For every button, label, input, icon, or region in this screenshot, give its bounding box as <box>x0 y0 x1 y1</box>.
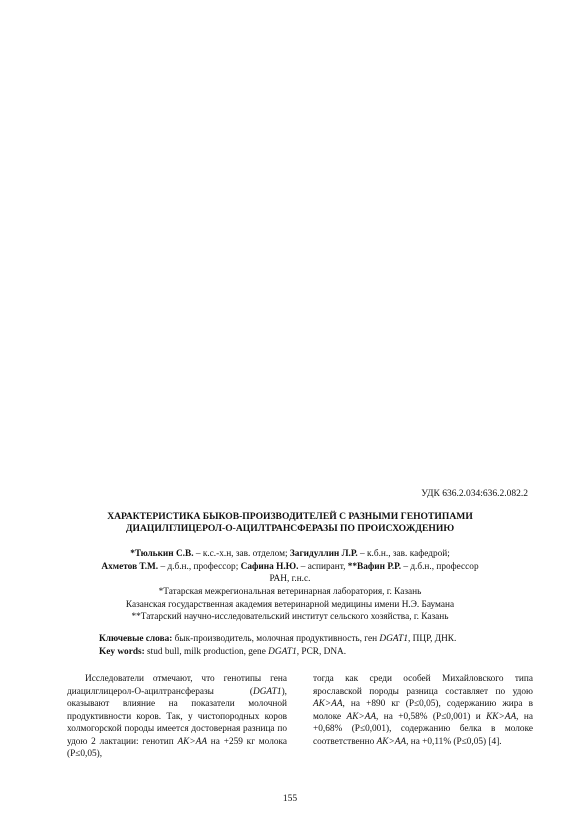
body-text: тогда как среди особей Михайловского типа ярославской породы разница составляет по удою <box>313 674 533 697</box>
body-text: , на +0,11% (P≤0,05) [4]. <box>406 736 502 747</box>
affiliations <box>56 586 524 624</box>
body-text: Исследователи отмечают, что генотипы гена диацилглицерол-О-ацилтрансферазы ( <box>67 674 287 697</box>
author-list <box>56 548 524 586</box>
keywords-block <box>99 633 529 658</box>
genotype: AK>AA <box>346 711 377 722</box>
genotype: AK>AA <box>177 736 208 747</box>
genotype: AK>AA <box>313 699 343 709</box>
keywords-text: , PCR, DNA. <box>296 646 347 657</box>
keywords-text: бык-производитель, молочная продуктивность, ген <box>172 634 380 644</box>
author-role: – аспирант, <box>298 561 348 572</box>
author-name: *Тюлькин С.В. <box>130 549 194 559</box>
genotype: KK>AA <box>486 711 517 722</box>
body-text: , на +890 кг (P≤0,05), содержанию жира в молоке <box>313 699 533 722</box>
gene-name: DGAT1 <box>268 646 297 657</box>
udk-code: УДК 636.2.034:636.2.082.2 <box>421 489 528 499</box>
affiliation: Казанская государственная академия ветеринарной медицины имени Н.Э. Баумана <box>125 599 455 610</box>
article-title <box>60 511 520 535</box>
author-name: Загидуллин Л.Р. <box>289 549 358 559</box>
affiliation: **Татарский научно-исследовательский институт сельского хозяйства, г. Казань <box>131 612 449 622</box>
keywords-label: Ключевые слова: <box>99 634 173 644</box>
author-role: – д.б.н., профессор; <box>158 561 241 572</box>
body-text: ), оказывают влияние на показатели молочной продуктивности коров. Так, у чистопородных коров холмогорской породы имеется достоверная разница по удою 2 лактации: генотип <box>67 686 287 747</box>
author-role: – к.б.н., зав. кафедрой; <box>357 549 450 559</box>
body-column-left <box>67 673 287 761</box>
keywords-en <box>99 646 529 659</box>
keywords-label: Key words: <box>99 646 145 657</box>
authors-line-1 <box>56 548 524 561</box>
title-line-1: ХАРАКТЕРИСТИКА БЫКОВ-ПРОИЗВОДИТЕЛЕЙ С РАЗНЫМИ ГЕНОТИПАМИ <box>107 511 473 522</box>
author-role: – к.с.-х.н, зав. отделом; <box>193 549 290 559</box>
author-name: Сафина Н.Ю. <box>240 561 299 572</box>
author-name: **Вафин Р.Р. <box>347 561 402 572</box>
affiliation: *Татарская межрегиональная ветеринарная лаборатория, г. Казань <box>158 587 422 597</box>
author-role: – д.б.н., профессор <box>401 561 479 572</box>
keywords-ru <box>99 633 529 646</box>
page-number: 155 <box>282 794 298 804</box>
gene-name: DGAT1 <box>379 634 408 644</box>
authors-line-2 <box>56 561 524 574</box>
title-line-2: ДИАЦИЛГЛИЦЕРОЛ-О-АЦИЛТРАНСФЕРАЗЫ ПО ПРОИСХОЖДЕНИЮ <box>125 523 455 534</box>
genotype: AK>AA <box>376 736 407 747</box>
author-name: Ахметов Т.М. <box>101 561 159 572</box>
authors-line-3: РАН, г.н.с. <box>269 574 311 584</box>
body-text: , на +0,68% (P≤0,001), содержанию белка в молоке соответственно <box>313 711 533 747</box>
body-text: , на +0,58% (P≤0,001) и <box>376 711 487 722</box>
keywords-text: , ПЦР, ДНК. <box>408 634 457 644</box>
keywords-text: stud bull, milk production, gene <box>144 646 269 657</box>
gene-name: DGAT1 <box>252 686 282 697</box>
body-text: на +259 кг молока (P≤0,05), <box>67 736 287 759</box>
body-column-right <box>313 673 533 748</box>
